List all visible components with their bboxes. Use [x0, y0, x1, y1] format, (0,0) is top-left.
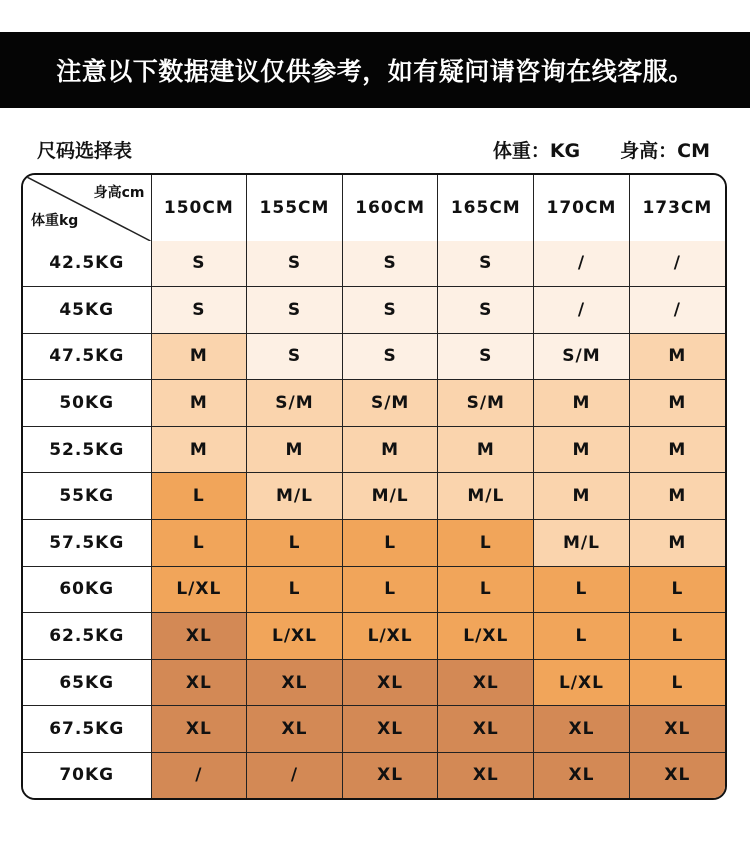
- size-chart-table-container: [21, 173, 727, 800]
- size-cell: M: [151, 333, 247, 380]
- size-cell: /: [629, 286, 725, 333]
- size-cell: L/XL: [438, 613, 534, 660]
- size-cell: S: [247, 333, 343, 380]
- notice-text: 注意以下数据建议仅供参考，如有疑问请咨询在线客服。: [56, 57, 694, 86]
- size-cell: S: [438, 241, 534, 286]
- size-cell: XL: [629, 706, 725, 753]
- size-cell: L: [534, 566, 630, 613]
- table-header-row: [37, 136, 710, 164]
- weight-row-header: 47.5KG: [23, 333, 151, 380]
- table-row: [23, 241, 725, 286]
- notice-banner: [0, 32, 750, 108]
- size-cell: M: [151, 380, 247, 427]
- weight-row-header: 70KG: [23, 752, 151, 798]
- size-cell: M: [629, 380, 725, 427]
- size-cell: S: [247, 286, 343, 333]
- weight-row-header: 67.5KG: [23, 706, 151, 753]
- size-cell: L: [629, 613, 725, 660]
- size-cell: L: [629, 659, 725, 706]
- weight-row-header: 62.5KG: [23, 613, 151, 660]
- size-cell: XL: [438, 752, 534, 798]
- weight-row-header: 52.5KG: [23, 426, 151, 473]
- size-cell: S/M: [534, 333, 630, 380]
- size-cell: /: [629, 241, 725, 286]
- size-cell: M: [629, 333, 725, 380]
- size-cell: M: [151, 426, 247, 473]
- size-cell: M: [629, 473, 725, 520]
- size-cell: XL: [438, 706, 534, 753]
- size-cell: S: [342, 286, 438, 333]
- weight-row-header: 50KG: [23, 380, 151, 427]
- table-row: [23, 706, 725, 753]
- size-cell: L: [151, 473, 247, 520]
- size-cell: S: [438, 286, 534, 333]
- table-row: [23, 659, 725, 706]
- size-cell: M: [438, 426, 534, 473]
- table-row: [23, 426, 725, 473]
- size-cell: XL: [629, 752, 725, 798]
- size-cell: /: [151, 752, 247, 798]
- corner-height-label: 身高cm: [93, 185, 145, 201]
- size-cell: XL: [438, 659, 534, 706]
- table-row: [23, 333, 725, 380]
- corner-cell: [23, 175, 151, 241]
- height-column-header: 173CM: [629, 175, 725, 241]
- unit-labels: [493, 136, 710, 163]
- size-cell: L: [151, 519, 247, 566]
- size-cell: M/L: [438, 473, 534, 520]
- table-row: [23, 286, 725, 333]
- size-cell: S: [247, 241, 343, 286]
- size-cell: XL: [151, 706, 247, 753]
- size-cell: L: [438, 566, 534, 613]
- size-cell: /: [247, 752, 343, 798]
- size-cell: S: [342, 333, 438, 380]
- size-cell: L: [342, 566, 438, 613]
- height-column-header: 160CM: [342, 175, 438, 241]
- size-cell: L/XL: [342, 613, 438, 660]
- size-cell: XL: [247, 659, 343, 706]
- table-row: [23, 519, 725, 566]
- table-row: [23, 752, 725, 798]
- size-cell: L: [438, 519, 534, 566]
- size-cell: M: [629, 426, 725, 473]
- size-cell: XL: [342, 706, 438, 753]
- size-cell: XL: [151, 659, 247, 706]
- weight-row-header: 42.5KG: [23, 241, 151, 286]
- size-cell: XL: [247, 706, 343, 753]
- size-cell: L/XL: [247, 613, 343, 660]
- size-cell: M/L: [342, 473, 438, 520]
- weight-row-header: 55KG: [23, 473, 151, 520]
- size-chart-title: 尺码选择表: [37, 140, 133, 162]
- size-cell: L: [247, 519, 343, 566]
- size-cell: M/L: [534, 519, 630, 566]
- table-row: [23, 380, 725, 427]
- size-cell: S: [151, 241, 247, 286]
- corner-weight-label: 体重kg: [31, 213, 79, 229]
- size-rows: [23, 241, 725, 798]
- size-cell: M: [534, 380, 630, 427]
- height-header-row: [23, 175, 725, 241]
- size-cell: M: [629, 519, 725, 566]
- size-cell: XL: [342, 659, 438, 706]
- table-row: [23, 473, 725, 520]
- size-cell: L: [342, 519, 438, 566]
- size-cell: L: [534, 613, 630, 660]
- weight-unit-label: 体重：KG: [492, 140, 581, 162]
- size-cell: L: [629, 566, 725, 613]
- size-chart-table: [23, 175, 725, 798]
- size-cell: L/XL: [151, 566, 247, 613]
- height-column-header: 155CM: [247, 175, 343, 241]
- height-column-header: 170CM: [534, 175, 630, 241]
- size-cell: S: [438, 333, 534, 380]
- size-cell: L: [247, 566, 343, 613]
- height-column-header: 165CM: [438, 175, 534, 241]
- weight-row-header: 57.5KG: [23, 519, 151, 566]
- size-cell: XL: [534, 706, 630, 753]
- size-cell: XL: [151, 613, 247, 660]
- size-cell: /: [534, 286, 630, 333]
- size-cell: XL: [342, 752, 438, 798]
- size-cell: S: [151, 286, 247, 333]
- weight-row-header: 65KG: [23, 659, 151, 706]
- size-cell: M: [534, 426, 630, 473]
- weight-row-header: 45KG: [23, 286, 151, 333]
- height-column-header: 150CM: [151, 175, 247, 241]
- size-cell: /: [534, 241, 630, 286]
- table-row: [23, 566, 725, 613]
- size-cell: S: [342, 241, 438, 286]
- size-cell: M: [342, 426, 438, 473]
- table-row: [23, 613, 725, 660]
- size-cell: M: [534, 473, 630, 520]
- height-unit-label: 身高：CM: [620, 140, 710, 162]
- size-cell: M: [247, 426, 343, 473]
- size-cell: S/M: [342, 380, 438, 427]
- size-cell: L/XL: [534, 659, 630, 706]
- size-cell: S/M: [247, 380, 343, 427]
- size-cell: XL: [534, 752, 630, 798]
- size-cell: M/L: [247, 473, 343, 520]
- weight-row-header: 60KG: [23, 566, 151, 613]
- size-cell: S/M: [438, 380, 534, 427]
